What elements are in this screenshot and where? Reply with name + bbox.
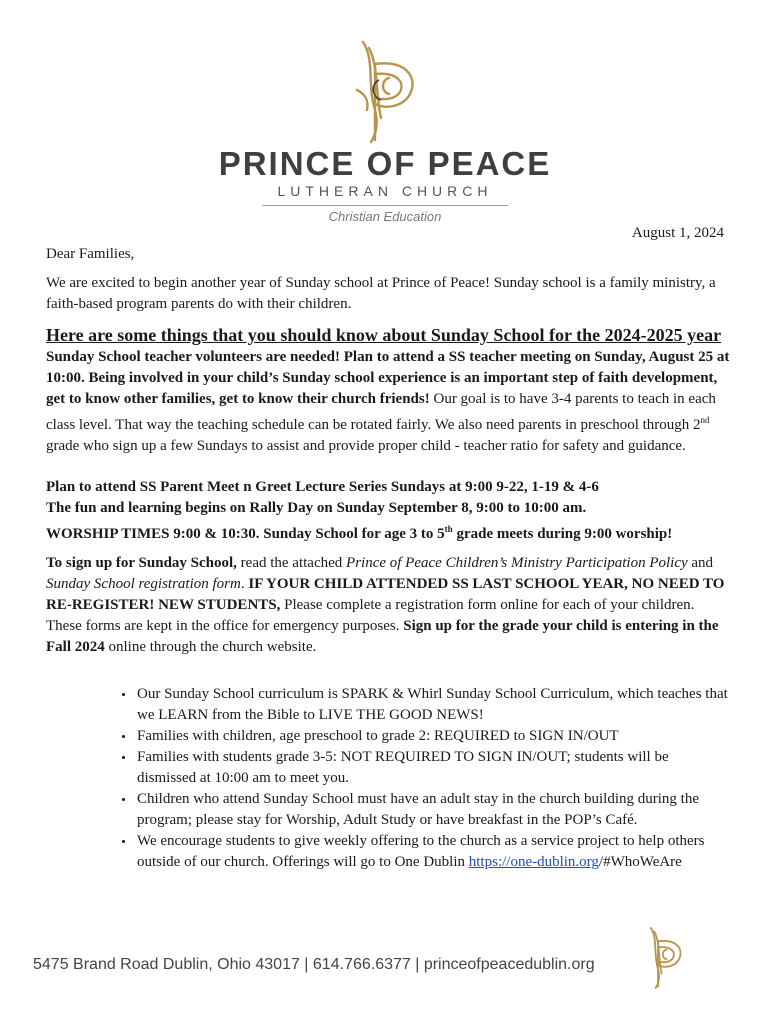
intro-paragraph: We are excited to begin another year of Sunday school at Prince of Peace! Sunday school is a family ministry, a faith-based program parents do with their children. xyxy=(46,275,716,312)
one-dublin-link[interactable]: https://one-dublin.org xyxy=(468,854,599,870)
salutation: Dear Families, xyxy=(46,246,135,262)
letterhead xyxy=(0,40,770,225)
link-suffix: /#WhoWeAre xyxy=(598,854,682,870)
volunteers-bold-text: Sunday School teacher volunteers are needed! Plan to attend a SS teacher meeting on Sunday, August 25 at 10:00. Being involved in your child’s Sunday school experience is an important step of faith development, get to know other families, get to know their church friends! xyxy=(46,349,730,407)
org-name: PRINCE OF PEACE xyxy=(218,145,552,182)
signup-paragraph xyxy=(46,553,730,658)
signup-text-5: online through the church website. xyxy=(104,639,317,655)
list-item: • Families with children, age preschool to grade 2: REQUIRED to SIGN IN/OUT xyxy=(135,726,729,747)
worship-times-line-b: grade meets during 9:00 worship! xyxy=(452,526,673,542)
department-name: Christian Education xyxy=(328,209,442,224)
worship-ordinal: th xyxy=(444,524,453,534)
grade-signup-notice: Sign up for the grade your child is entering in the Fall 2024 xyxy=(46,618,719,655)
letter-date: August 1, 2024 xyxy=(631,225,724,241)
list-item xyxy=(135,831,729,873)
volunteers-text-2: grade who sign up a few Sundays to assist and provide proper child - teacher ratio for safety and guidance. xyxy=(46,438,686,454)
list-item: • Families with students grade 3-5: NOT REQUIRED TO SIGN IN/OUT; students will be dismissed at 10:00 am to meet you. xyxy=(135,747,729,789)
events-block xyxy=(46,477,730,545)
offering-text: We encourage students to give weekly offering to the church as a service project to help others outside of our church. Offerings will go to One Dublin xyxy=(137,833,705,870)
header-divider xyxy=(262,205,508,206)
registration-form-title: Sunday School registration form xyxy=(46,576,241,592)
footer-contact: 5475 Brand Road Dublin, Ohio 43017 | 614.766.6377 | princeofpeacedublin.org xyxy=(33,956,595,973)
meet-greet-line: Plan to attend SS Parent Meet n Greet Lecture Series Sundays at 9:00 9-22, 1-19 & 4-6 xyxy=(46,479,599,495)
signup-text-3: . xyxy=(240,576,249,592)
policy-document-title: Prince of Peace Children’s Ministry Participation Policy xyxy=(346,555,688,571)
list-item: • Our Sunday School curriculum is SPARK & Whirl Sunday School Curriculum, which teaches that we LEARN from the Bible to LIVE THE GOOD NEWS! xyxy=(135,684,729,726)
info-bullet-list xyxy=(46,684,729,873)
worship-times-line-a: WORSHIP TIMES 9:00 & 10:30. Sunday School for age 3 to 5 xyxy=(46,526,445,542)
signup-text-4: Please complete a registration form online for each of your children. These forms are kept in the office for emergency purposes. xyxy=(46,597,695,634)
volunteers-paragraph xyxy=(46,347,730,457)
signup-text-1: read the attached xyxy=(236,555,347,571)
list-item: • Children who attend Sunday School must have an adult stay in the church building during the program; please stay for Worship, Adult Study or have breakfast in the POP’s Café. xyxy=(135,789,729,831)
prince-of-peace-monogram-icon xyxy=(640,925,688,991)
section-heading: Here are some things that you should know about Sunday School for the 2024-2025 year xyxy=(46,325,722,345)
signup-lead: To sign up for Sunday School, xyxy=(46,555,237,571)
signup-text-2: and xyxy=(687,555,714,571)
reregister-notice: IF YOUR CHILD ATTENDED SS LAST SCHOOL YEAR, NO NEED TO RE-REGISTER! NEW STUDENTS, xyxy=(46,576,725,613)
org-subtitle: LUTHERAN CHURCH xyxy=(277,183,493,199)
rally-day-line: The fun and learning begins on Rally Day on Sunday September 8, 9:00 to 10:00 am. xyxy=(46,500,587,516)
prince-of-peace-monogram-icon xyxy=(345,40,425,144)
volunteers-ordinal: nd xyxy=(700,415,710,425)
letter-body xyxy=(46,244,730,873)
volunteers-text-1: Our goal is to have 3-4 parents to teach in each class level. That way the teaching schedule can be rotated fairly. We also need parents in preschool through 2 xyxy=(46,391,716,433)
